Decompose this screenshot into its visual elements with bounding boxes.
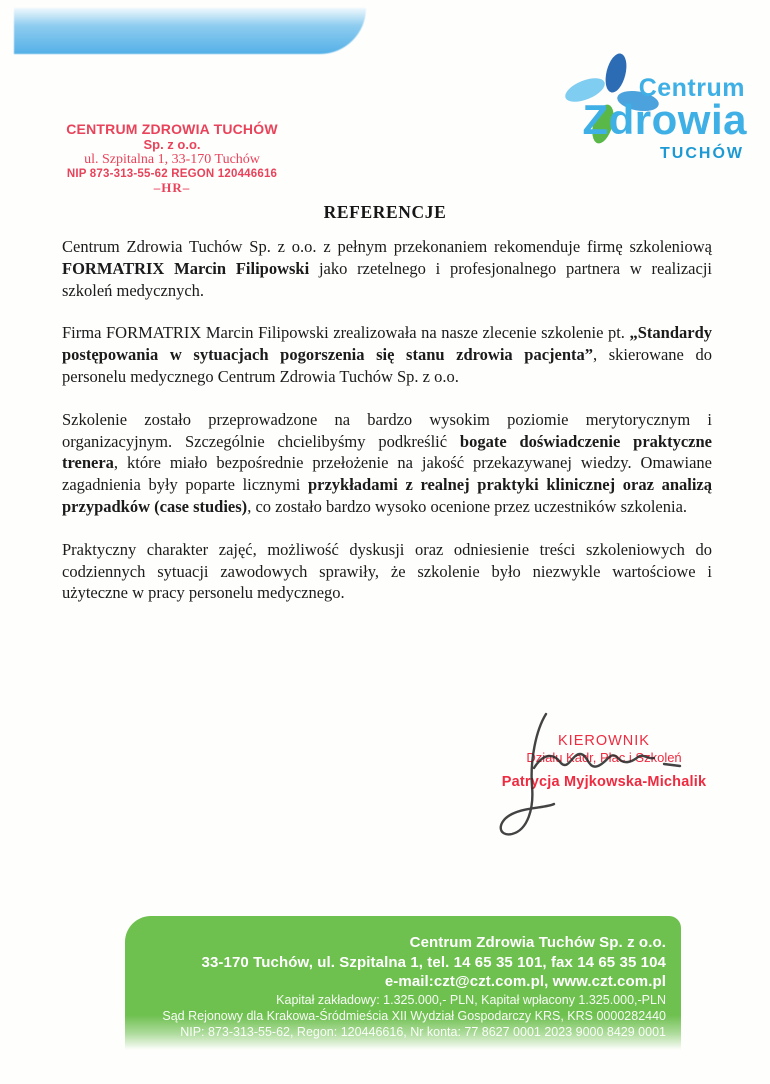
stamp-company-name: CENTRUM ZDROWIA TUCHÓW xyxy=(66,121,278,137)
stamp-hr-mark: –HR– xyxy=(153,179,191,195)
handwritten-signature xyxy=(488,708,703,843)
footer-company-name: Centrum Zdrowia Tuchów Sp. z o.o. xyxy=(409,934,666,951)
footer-address-phone: 33-170 Tuchów, ul. Szpitalna 1, tel. 14 65 35 101, fax 14 65 35 104 xyxy=(201,953,666,971)
company-stamp xyxy=(52,122,292,195)
centrum-zdrowia-logo xyxy=(553,52,755,177)
footer-email-www: e-mail:czt@czt.com.pl, www.czt.com.pl xyxy=(384,973,666,990)
footer-court-krs: Sąd Rejonowy dla Krakowa-Śródmieścia XII Wydział Gospodarczy KRS, KRS 0000282440 xyxy=(162,1008,666,1023)
paragraph-recommendation: Centrum Zdrowia Tuchów Sp. z o.o. z pełnym przekonaniem rekomenduje firmę szkoleniową FORMATRIX Marcin Filipowski jako rzetelnego i profesjonalnego partnera w realizacji szkoleń medycznych. xyxy=(62,237,712,300)
logo-text-zdrowia: Zdrowia xyxy=(582,96,747,143)
footer-text-block xyxy=(125,916,681,1040)
page-title: REFERENCJE xyxy=(323,202,447,222)
logo-text-tuchow: TUCHÓW xyxy=(660,145,744,162)
scan-blue-bar-artifact xyxy=(14,8,366,54)
paragraph-training-quality: Szkolenie zostało przeprowadzone na bardzo wysokim poziomie merytorycznym i organizacyjnym. Szczególnie chcielibyśmy podkreślić bogate doświadczenie praktyczne trenera, które miało bezpośrednie przełożenie na jakość przekazywanej wiedzy. Omawiane zagadnienia były poparte licznymi przykładami z realnej praktyki klinicznej oraz analizą przypadków (case studies), co zostało bardzo wysoko ocenione przez uczestników szkolenia. xyxy=(62,409,712,516)
paragraph-summary: Praktyczny charakter zajęć, możliwość dyskusji oraz odniesienie treści szkoleniowych do codziennych sytuacji zawodowych sprawiły, że szkolenie było niezwykle wartościowe i użyteczne w pracy personelu medycznego. xyxy=(62,539,712,603)
footer-capital: Kapitał zakładowy: 1.325.000,- PLN, Kapitał wpłacony 1.325.000,-PLN xyxy=(276,992,666,1007)
signer-department: Działu Kadr, Płac i Szkoleń xyxy=(526,750,682,766)
signer-role: KIEROWNIK xyxy=(558,733,650,749)
footer-banner xyxy=(125,916,681,1050)
logo-text-centrum: Centrum xyxy=(638,74,745,102)
signer-name: Patrycja Myjkowska-Michalik xyxy=(501,774,707,791)
paragraph-training-subject: Firma FORMATRIX Marcin Filipowski zrealizowała na nasze zlecenie szkolenie pt. „Standardy postępowania w sytuacjach pogorszenia się stanu zdrowia pacjenta”, skierowane do personelu medycznego Centrum Zdrowia Tuchów Sp. z o.o. xyxy=(62,323,712,386)
stamp-address: ul. Szpitalna 1, 33-170 Tuchów xyxy=(84,152,260,168)
letter-body xyxy=(62,236,712,625)
stamp-company-form: Sp. z o.o. xyxy=(143,136,201,152)
stamp-nip-regon: NIP 873-313-55-62 REGON 120446616 xyxy=(66,167,278,180)
footer-nip-regon-account: NIP: 873-313-55-62, Regon: 120446616, Nr konta: 77 8627 0001 2023 9000 8429 0001 xyxy=(180,1024,666,1039)
